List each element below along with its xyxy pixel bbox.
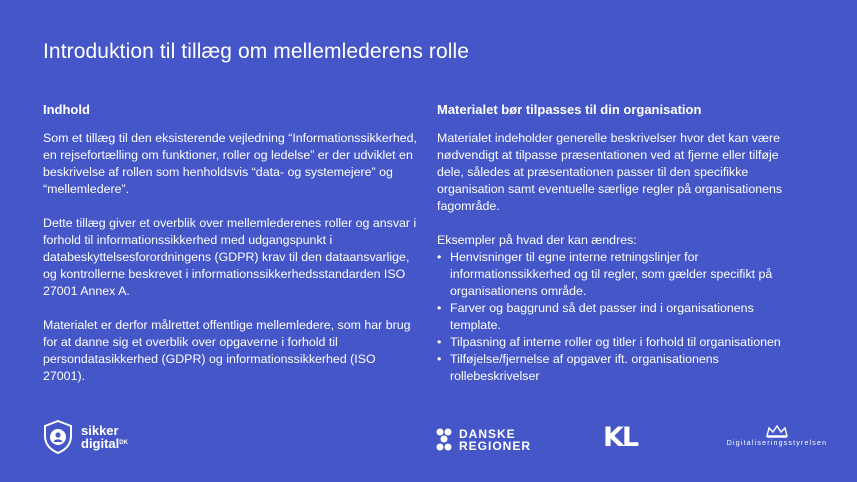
right-paragraph: Materialet indeholder generelle beskrivelser hvor det kan være nødvendigt at tilpasse præsentationen ved at fjerne eller tilføje dele, således at præsentationen passer til den specifikke organisation samt eventuelle særlige regler på organisationens fagområde. (437, 131, 783, 213)
sikker-digital-line2: digital (81, 436, 120, 451)
regions-dots-icon (435, 427, 453, 453)
right-heading: Materialet bør tilpasses til din organisation (437, 102, 702, 117)
examples-intro: Eksempler på hvad der kan ændres: (437, 233, 637, 247)
sikker-digital-logo (43, 420, 128, 454)
slide-title: Introduktion til tillæg om mellemlederens rolle (43, 40, 470, 63)
left-paragraph-3: Materialet er derfor målrettet offentlige mellemledere, som har brug for at danne sig et overblik over opgaverne i forhold til persondatasikkerhed (GDPR) og informationssikkerhed (ISO 27001). (43, 318, 411, 383)
danske-regioner-line2: REGIONER (459, 439, 532, 453)
kl-logo: KL (603, 422, 638, 453)
examples-list (437, 249, 802, 385)
sikker-digital-line1: sikker (81, 423, 119, 438)
list-item: • Farver og baggrund så det passer ind i organisationens template. (437, 300, 802, 334)
list-item: • Tilføjelse/fjernelse af opgaver ift. organisationens rollebeskrivelser (437, 351, 802, 385)
digitaliseringsstyrelsen-label: Digitaliseringsstyrelsen (726, 440, 828, 447)
digitaliseringsstyrelsen-logo (712, 424, 842, 447)
sikker-digital-mark: DK (119, 440, 128, 446)
left-paragraph-2: Dette tillæg giver et overblik over mellemlederenes roller og ansvar i forhold til informationssikkerhed med udgangspunkt i databeskyttelsesforordningens (GDPR) krav til den dataansvarlige, og kontrollerne beskrevet i informationssikkerhedsstandarden ISO 27001 Annex A. (43, 216, 417, 298)
list-item: • Tilpasning af interne roller og titler i forhold til organisationen (437, 334, 802, 351)
content-column-left (43, 101, 418, 402)
danske-regioner-logo (435, 427, 531, 453)
logo-bar (0, 418, 857, 468)
left-heading: Indhold (43, 102, 90, 117)
content-column-right (437, 101, 802, 385)
shield-icon (43, 420, 73, 454)
left-paragraph-1: Som et tillæg til den eksisterende vejledning “Informationssikkerhed, en rejsefortælling om funktioner, roller og ledelse” er der udviklet en beskrivelse af rollen som henholdsvis “data- og systemejere” og “mellemledere”. (43, 131, 417, 196)
list-item: • Henvisninger til egne interne retningslinjer for informationssikkerhed og til regler, som gælder specifikt på organisationens område. (437, 249, 802, 300)
danske-regioner-line1: DANSKE (459, 427, 516, 441)
crown-icon (764, 424, 790, 438)
